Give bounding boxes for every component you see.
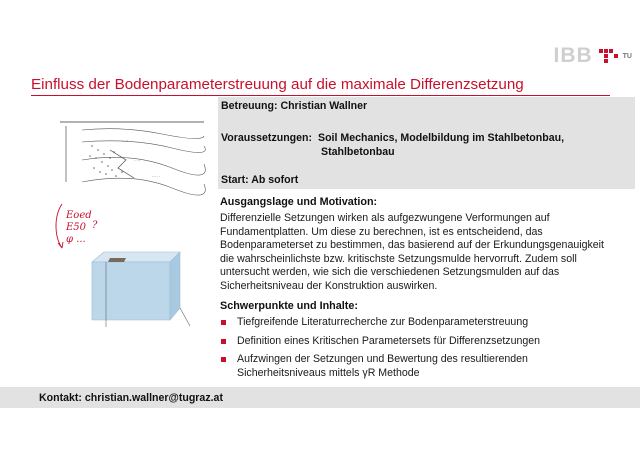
motivation-line: die wahrscheinlichste bzw. kritischste Setzungsmulde hervorruft. Zudem soll (220, 252, 577, 265)
list-item: Aufzwingen der Setzungen und Bewertung des resultierenden Sicherheitsniveaus mittels γR Methode (220, 353, 635, 380)
tu-graz-logo-icon (599, 49, 621, 63)
motivation-line: untersucht werden, wie sich die verschiedenen Setzungsmulden auf das (220, 266, 560, 278)
header-band (0, 45, 640, 67)
motivation-heading: Ausgangslage und Motivation: (220, 196, 378, 208)
svg-text:··· ··: ··· ·· (152, 174, 160, 179)
list-item: Tiefgreifende Literaturrecherche zur Bodenparameterstreuung (220, 316, 635, 330)
prerequisites (221, 132, 565, 158)
prerequisites-label: Voraussetzungen: (221, 132, 313, 144)
supervision-text: Betreuung: Christian Wallner (221, 100, 368, 112)
contact-text: Kontakt: christian.wallner@tugraz.at (39, 392, 223, 404)
prerequisites-line-1: Soil Mechanics, Modelbildung im Stahlbetonbau, (318, 132, 565, 144)
svg-text:·· ··: ·· ·· (122, 138, 129, 143)
focus-list (220, 316, 635, 385)
param-e50: E50 (66, 222, 87, 233)
svg-text:·· ··: ·· ·· (134, 158, 141, 163)
motivation-line: Sicherheitsniveau der Konstruktion auswirken. (220, 279, 438, 292)
start-text: Start: Ab sofort (221, 174, 299, 186)
motivation-line: Differenzielle Setzungen wirken als aufgezwungene Verformungen auf (220, 212, 550, 224)
motivation-line: Fundamentplatten. Um diese zu berechnen, ist es entscheidend, das (220, 225, 543, 238)
list-item: Definition eines Kritischen Parametersets für Differenzsetzungen (220, 335, 635, 349)
tu-graz-logo-text: TU (622, 52, 632, 60)
prerequisites-line-2: Stahlbetonbau (321, 146, 395, 158)
param-eoed: Eoed (66, 210, 92, 221)
title-divider (31, 95, 610, 96)
info-box (218, 97, 635, 189)
motivation-line: Bodenparameterset zu bestimmen, das basierend auf der Erkundungsgenauigkeit (220, 239, 604, 251)
logo-group (553, 45, 632, 67)
motivation-paragraph (220, 212, 635, 293)
ibb-logo: IBB (553, 44, 593, 67)
param-question-mark: ? (92, 220, 98, 231)
page-title: Einfluss der Bodenparameterstreuung auf die maximale Differenzsetzung (31, 76, 524, 93)
figure-soil-model (52, 112, 212, 337)
tu-graz-logo (599, 49, 632, 63)
param-phi: φ ... (66, 234, 86, 245)
focus-heading: Schwerpunkte und Inhalte: (220, 300, 358, 312)
